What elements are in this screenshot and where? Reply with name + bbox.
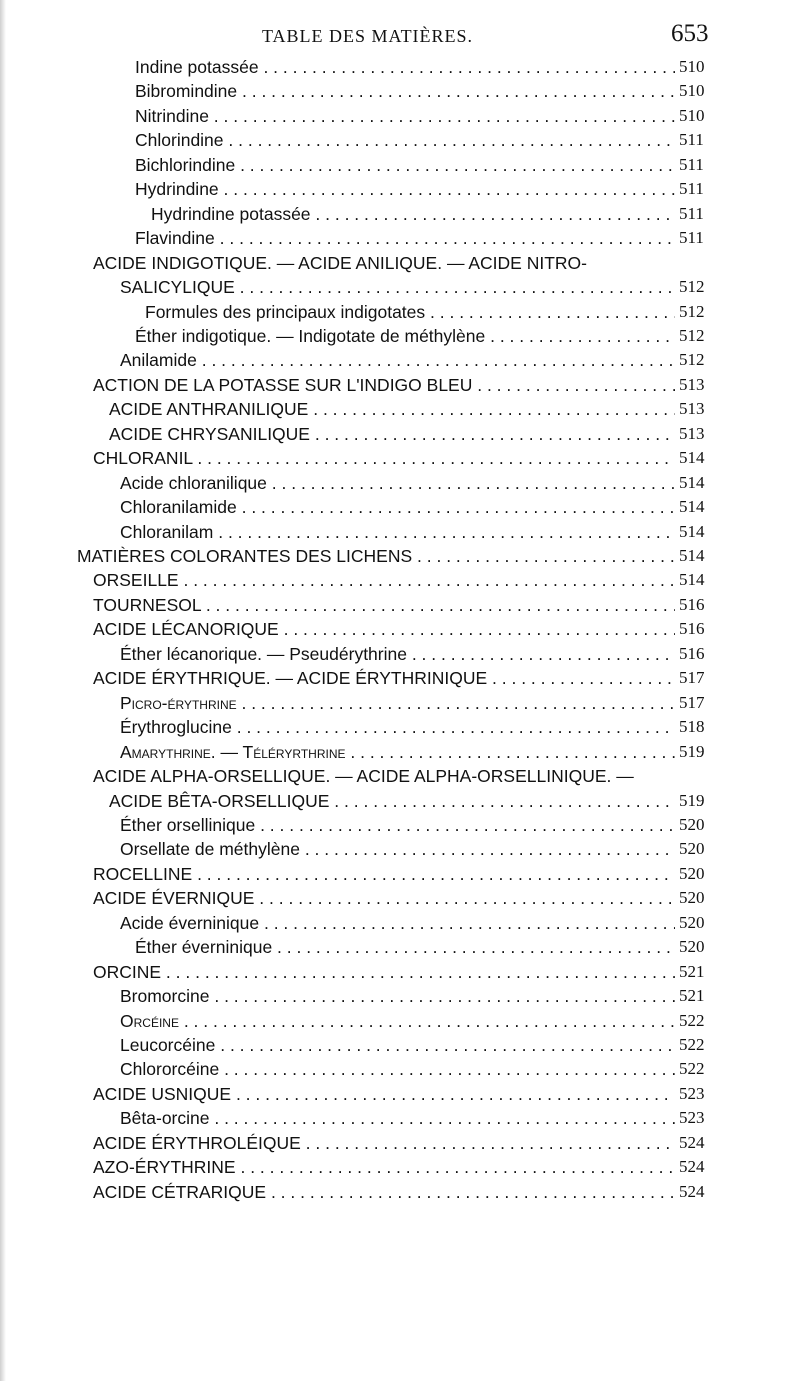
toc-entry <box>0 471 801 495</box>
toc-entry-page: 511 <box>679 204 704 223</box>
toc-entry <box>0 691 801 715</box>
toc-entry <box>0 1106 801 1130</box>
toc-entry-label: ACIDE BÊTA-ORSELLIQUE . . . <box>109 789 675 813</box>
toc-entry <box>0 128 801 152</box>
toc-entry <box>0 862 801 886</box>
toc-entry-page: 519 <box>679 791 705 810</box>
toc-entry <box>0 984 801 1008</box>
toc-entry-label: ACIDE ÉRYTHROLÉIQUE . . . <box>93 1131 675 1155</box>
toc-entry <box>0 764 801 788</box>
toc-entry-label: MATIÈRES COLORANTES DES LICHENS . . . <box>77 544 675 568</box>
toc-entry <box>0 813 801 837</box>
toc-entry-label: Éther indigotique. — Indigotate de méthylène . . . <box>135 324 675 348</box>
toc-entry-label: ORSEILLE . . . <box>93 568 675 592</box>
toc-entry <box>0 886 801 910</box>
toc-entry-page: 514 <box>679 522 705 541</box>
toc-entry-label: Anilamide . . . <box>120 348 675 372</box>
toc-entry-label: Flavindine . . . <box>135 226 675 250</box>
toc-entry-page: 516 <box>679 619 705 638</box>
toc-entry-label: Leucorcéine . . . <box>120 1033 675 1057</box>
toc-entry-page: 513 <box>679 375 705 394</box>
toc-entry-page: 514 <box>679 570 705 589</box>
toc-entry <box>0 1057 801 1081</box>
toc-entry-page: 512 <box>679 326 705 345</box>
toc-entry-label: Érythroglucine . . . <box>120 715 675 739</box>
toc-entry-label: Bêta-orcine . . . <box>120 1106 675 1130</box>
toc-entry-page: 523 <box>679 1084 705 1103</box>
page-number: 653 <box>671 20 709 47</box>
toc-entry-label: Éther lécanorique. — Pseudérythrine . . . <box>120 642 675 666</box>
toc-entry-label: Chlororcéine . . . <box>120 1057 675 1081</box>
toc-entry-label: TOURNESOL . . . <box>93 593 675 617</box>
toc-entry-page: 511 <box>679 179 704 198</box>
toc-entry-page: 524 <box>679 1182 705 1201</box>
toc-entry-page: 516 <box>679 644 705 663</box>
toc-entry-page: 520 <box>679 815 705 834</box>
toc-entry <box>0 495 801 519</box>
toc-entry-page: 519 <box>679 742 705 761</box>
toc-entry-label: Bibromindine . . . <box>135 79 675 103</box>
toc-entry-page: 522 <box>679 1059 705 1078</box>
header-title: TABLE DES MATIÈRES. <box>262 26 474 46</box>
toc-entry-label: Chloranilam . . . <box>120 520 675 544</box>
toc-entry-page: 520 <box>679 937 705 956</box>
toc-entry-page: 517 <box>679 668 705 687</box>
toc-entry-page: 510 <box>679 106 705 125</box>
toc-entry-page: 521 <box>679 986 705 1005</box>
toc-entry <box>0 397 801 421</box>
toc-entry-label: ACIDE CHRYSANILIQUE . . . <box>109 422 675 446</box>
toc-entry <box>0 666 801 690</box>
toc-entry-page: 520 <box>679 839 705 858</box>
toc-entry-page: 522 <box>679 1011 705 1030</box>
toc-entry <box>0 740 801 764</box>
toc-entry-page: 524 <box>679 1157 705 1176</box>
toc-entry-page: 522 <box>679 1035 705 1054</box>
toc-entry-label: Nitrindine . . . <box>135 104 675 128</box>
toc-entry-page: 512 <box>679 350 705 369</box>
toc-entry <box>0 348 801 372</box>
toc-entry-page: 520 <box>679 864 705 883</box>
toc-entry <box>0 446 801 470</box>
toc-entry-label: ACIDE ANTHRANILIQUE . . . <box>109 397 675 421</box>
toc-entry-label: Formules des principaux indigotates . . . <box>145 300 675 324</box>
toc-entry-label: ACIDE ALPHA-ORSELLIQUE. — ACIDE ALPHA-ORSELLINIQUE. — <box>93 766 634 786</box>
toc-entry-page: 513 <box>679 424 705 443</box>
toc-entry-label: ACIDE INDIGOTIQUE. — ACIDE ANILIQUE. — ACIDE NITRO- <box>93 253 587 273</box>
toc-entry-label: ACIDE ÉRYTHRIQUE. — ACIDE ÉRYTHRINIQUE . . . <box>93 666 675 690</box>
toc-entry <box>0 177 801 201</box>
toc-entry <box>0 324 801 348</box>
toc-entry-page: 520 <box>679 888 705 907</box>
toc-entry-label: Indine potassée . . . <box>135 55 675 79</box>
toc-entry <box>0 251 801 275</box>
toc-entry-page: 518 <box>679 717 705 736</box>
toc-entry-label: ACIDE CÉTRARIQUE . . . <box>93 1180 675 1204</box>
toc-entry <box>0 1131 801 1155</box>
toc-entry-page: 512 <box>679 302 705 321</box>
toc-entry-page: 510 <box>679 57 705 76</box>
toc-entry-page: 514 <box>679 473 705 492</box>
toc-entry-label: ACTION DE LA POTASSE SUR L'INDIGO BLEU . . . <box>93 373 675 397</box>
toc-entry <box>0 568 801 592</box>
toc-entry <box>0 960 801 984</box>
toc-entry-label: CHLORANIL . . . <box>93 446 675 470</box>
toc-entry-page: 520 <box>679 913 705 932</box>
toc-entry <box>0 642 801 666</box>
toc-entry <box>0 79 801 103</box>
toc-entry <box>0 422 801 446</box>
toc-entry-page: 523 <box>679 1108 705 1127</box>
toc-entry-label: Hydrindine potassée . . . <box>151 202 675 226</box>
toc-entry-page: 510 <box>679 81 705 100</box>
toc-entry <box>0 104 801 128</box>
toc-entry <box>0 202 801 226</box>
toc-entry-page: 517 <box>679 693 705 712</box>
toc-entry-label: Amarythrine. — Téléryrthrine . . . <box>120 740 675 764</box>
toc-entry <box>0 55 801 79</box>
toc-entry-page: 514 <box>679 497 705 516</box>
toc-entry-label: Picro-érythrine . . . <box>120 691 675 715</box>
toc-entry <box>0 520 801 544</box>
toc-entry-label: Acide éverninique . . . <box>120 911 675 935</box>
toc-entry-page: 524 <box>679 1133 705 1152</box>
toc-entry-page: 516 <box>679 595 705 614</box>
toc-entry-page: 513 <box>679 399 705 418</box>
toc-entry <box>0 617 801 641</box>
toc-entry-label: ROCELLINE . . . <box>93 862 675 886</box>
toc-entry <box>0 275 801 299</box>
toc-entry-label: Orsellate de méthylène . . . <box>120 837 675 861</box>
toc-entry <box>0 1155 801 1179</box>
toc-entry-label: ACIDE USNIQUE . . . <box>93 1082 675 1106</box>
toc-entry-page: 512 <box>679 277 705 296</box>
toc-entry <box>0 1180 801 1204</box>
toc-entry <box>0 911 801 935</box>
toc-entry-page: 511 <box>679 155 704 174</box>
toc-entry <box>0 837 801 861</box>
toc-entry-label: Bichlorindine . . . <box>135 153 675 177</box>
toc-entry-page: 514 <box>679 546 705 565</box>
toc-entry-label: Orcéine . . . <box>120 1009 675 1033</box>
toc-entry-label: ACIDE ÉVERNIQUE . . . <box>93 886 675 910</box>
toc-entry-label: Éther éverninique . . . <box>135 935 675 959</box>
running-header <box>0 20 801 50</box>
toc-entry-page: 511 <box>679 228 704 247</box>
toc-entry-label: ACIDE LÉCANORIQUE . . . <box>93 617 675 641</box>
toc-entry <box>0 593 801 617</box>
toc-entry-label: SALICYLIQUE . . . <box>120 275 675 299</box>
toc-entry-label: AZO-ÉRYTHRINE . . . <box>93 1155 675 1179</box>
toc-entry-label: Chlorindine . . . <box>135 128 675 152</box>
toc-entry <box>0 1009 801 1033</box>
toc-entry <box>0 1033 801 1057</box>
toc-entry <box>0 226 801 250</box>
toc-entry-page: 514 <box>679 448 705 467</box>
toc-entry <box>0 1082 801 1106</box>
toc-entry-label: Bromorcine . . . <box>120 984 675 1008</box>
toc-entry <box>0 153 801 177</box>
toc-entry-label: Chloranilamide . . . <box>120 495 675 519</box>
toc-entry-label: Hydrindine . . . <box>135 177 675 201</box>
toc-entry-label: Acide chloranilique . . . <box>120 471 675 495</box>
toc-entry-label: ORCINE . . . <box>93 960 675 984</box>
toc-entry <box>0 373 801 397</box>
toc-entry-page: 521 <box>679 962 705 981</box>
toc-entry <box>0 715 801 739</box>
toc-entry <box>0 789 801 813</box>
toc-entry-page: 511 <box>679 130 704 149</box>
toc-entry <box>0 300 801 324</box>
toc-entry-label: Éther orsellinique . . . <box>120 813 675 837</box>
toc-entry <box>0 544 801 568</box>
toc-entry <box>0 935 801 959</box>
